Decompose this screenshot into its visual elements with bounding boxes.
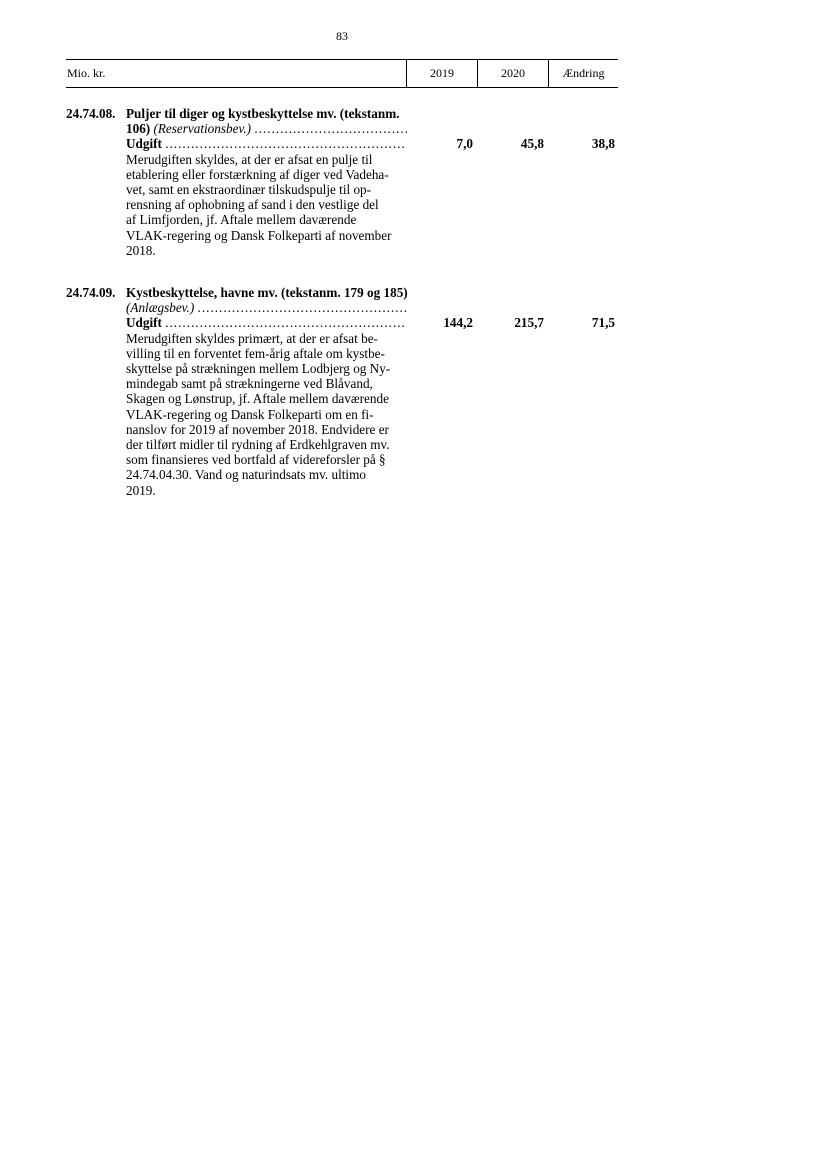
value-2020: 45,8 [520, 136, 544, 151]
udgift-line [126, 136, 407, 151]
column-change: Ændring [548, 60, 618, 87]
appropriation-type: (Reservationsbev.) [153, 121, 252, 137]
value-change: 38,8 [591, 136, 615, 151]
value-2019: 7,0 [456, 136, 473, 151]
entry-body [126, 285, 407, 498]
udgift-label: Udgift [126, 315, 162, 331]
udgift-line [126, 315, 407, 330]
column-header [66, 59, 618, 88]
entry-title-continuation: 106) (Reservationsbev.) ..... [126, 121, 407, 136]
entry-title: Kystbeskyttelse, havne mv. (tekstanm. 179 og 185) [126, 285, 408, 300]
value-change: 71,5 [591, 315, 615, 330]
udgift-label: Udgift [126, 136, 162, 152]
column-2020: 2020 [477, 60, 548, 87]
page-number: 83 [336, 29, 348, 43]
entry-description: Merudgiften skyldes primært, at der er afsat be- villing til en forventet fem-årig aftale om kystbe- skyttelse på strækningen mellem Lodbjerg og Ny- mindegab samt på strækningerne ved Blåvand, Skagen og Lønstrup, jf. Aftale mellem daværende VLAK-regering og Dansk Folkeparti om en fi- nanslov for 2019 af november 2018. Endvidere er der tilført midler til rydning af Erdkehlgraven mv. som finansieres ved bortfald af videreforsler på § 24.74.04.30. Vand og naturindsats mv. ultimo 2019. [126, 330, 391, 498]
account-number: 24.74.09. [66, 285, 116, 300]
column-2019: 2019 [406, 60, 477, 87]
unit-label: Mio. kr. [67, 66, 106, 80]
entry-description: Merudgiften skyldes, at der er afsat en pulje til etablering eller forstærkning af diger ved Vadeha- vet, samt en ekstraordinær tilskudspulje til op- rensning af ophobning af sand i den vestlige del af Limfjorden, jf. Aftale mellem daværende VLAK-regering og Dansk Folkeparti af november 2018. [126, 151, 392, 258]
entry-title: Puljer til diger og kystbeskyttelse mv. (tekstanm. [126, 106, 400, 121]
entry-body [126, 106, 407, 258]
value-2019: 144,2 [443, 315, 473, 330]
entry-title-continuation [126, 300, 407, 315]
account-number: 24.74.08. [66, 106, 116, 121]
appropriation-type: (Anlægsbev.) [126, 300, 195, 316]
value-2020: 215,7 [514, 315, 544, 330]
